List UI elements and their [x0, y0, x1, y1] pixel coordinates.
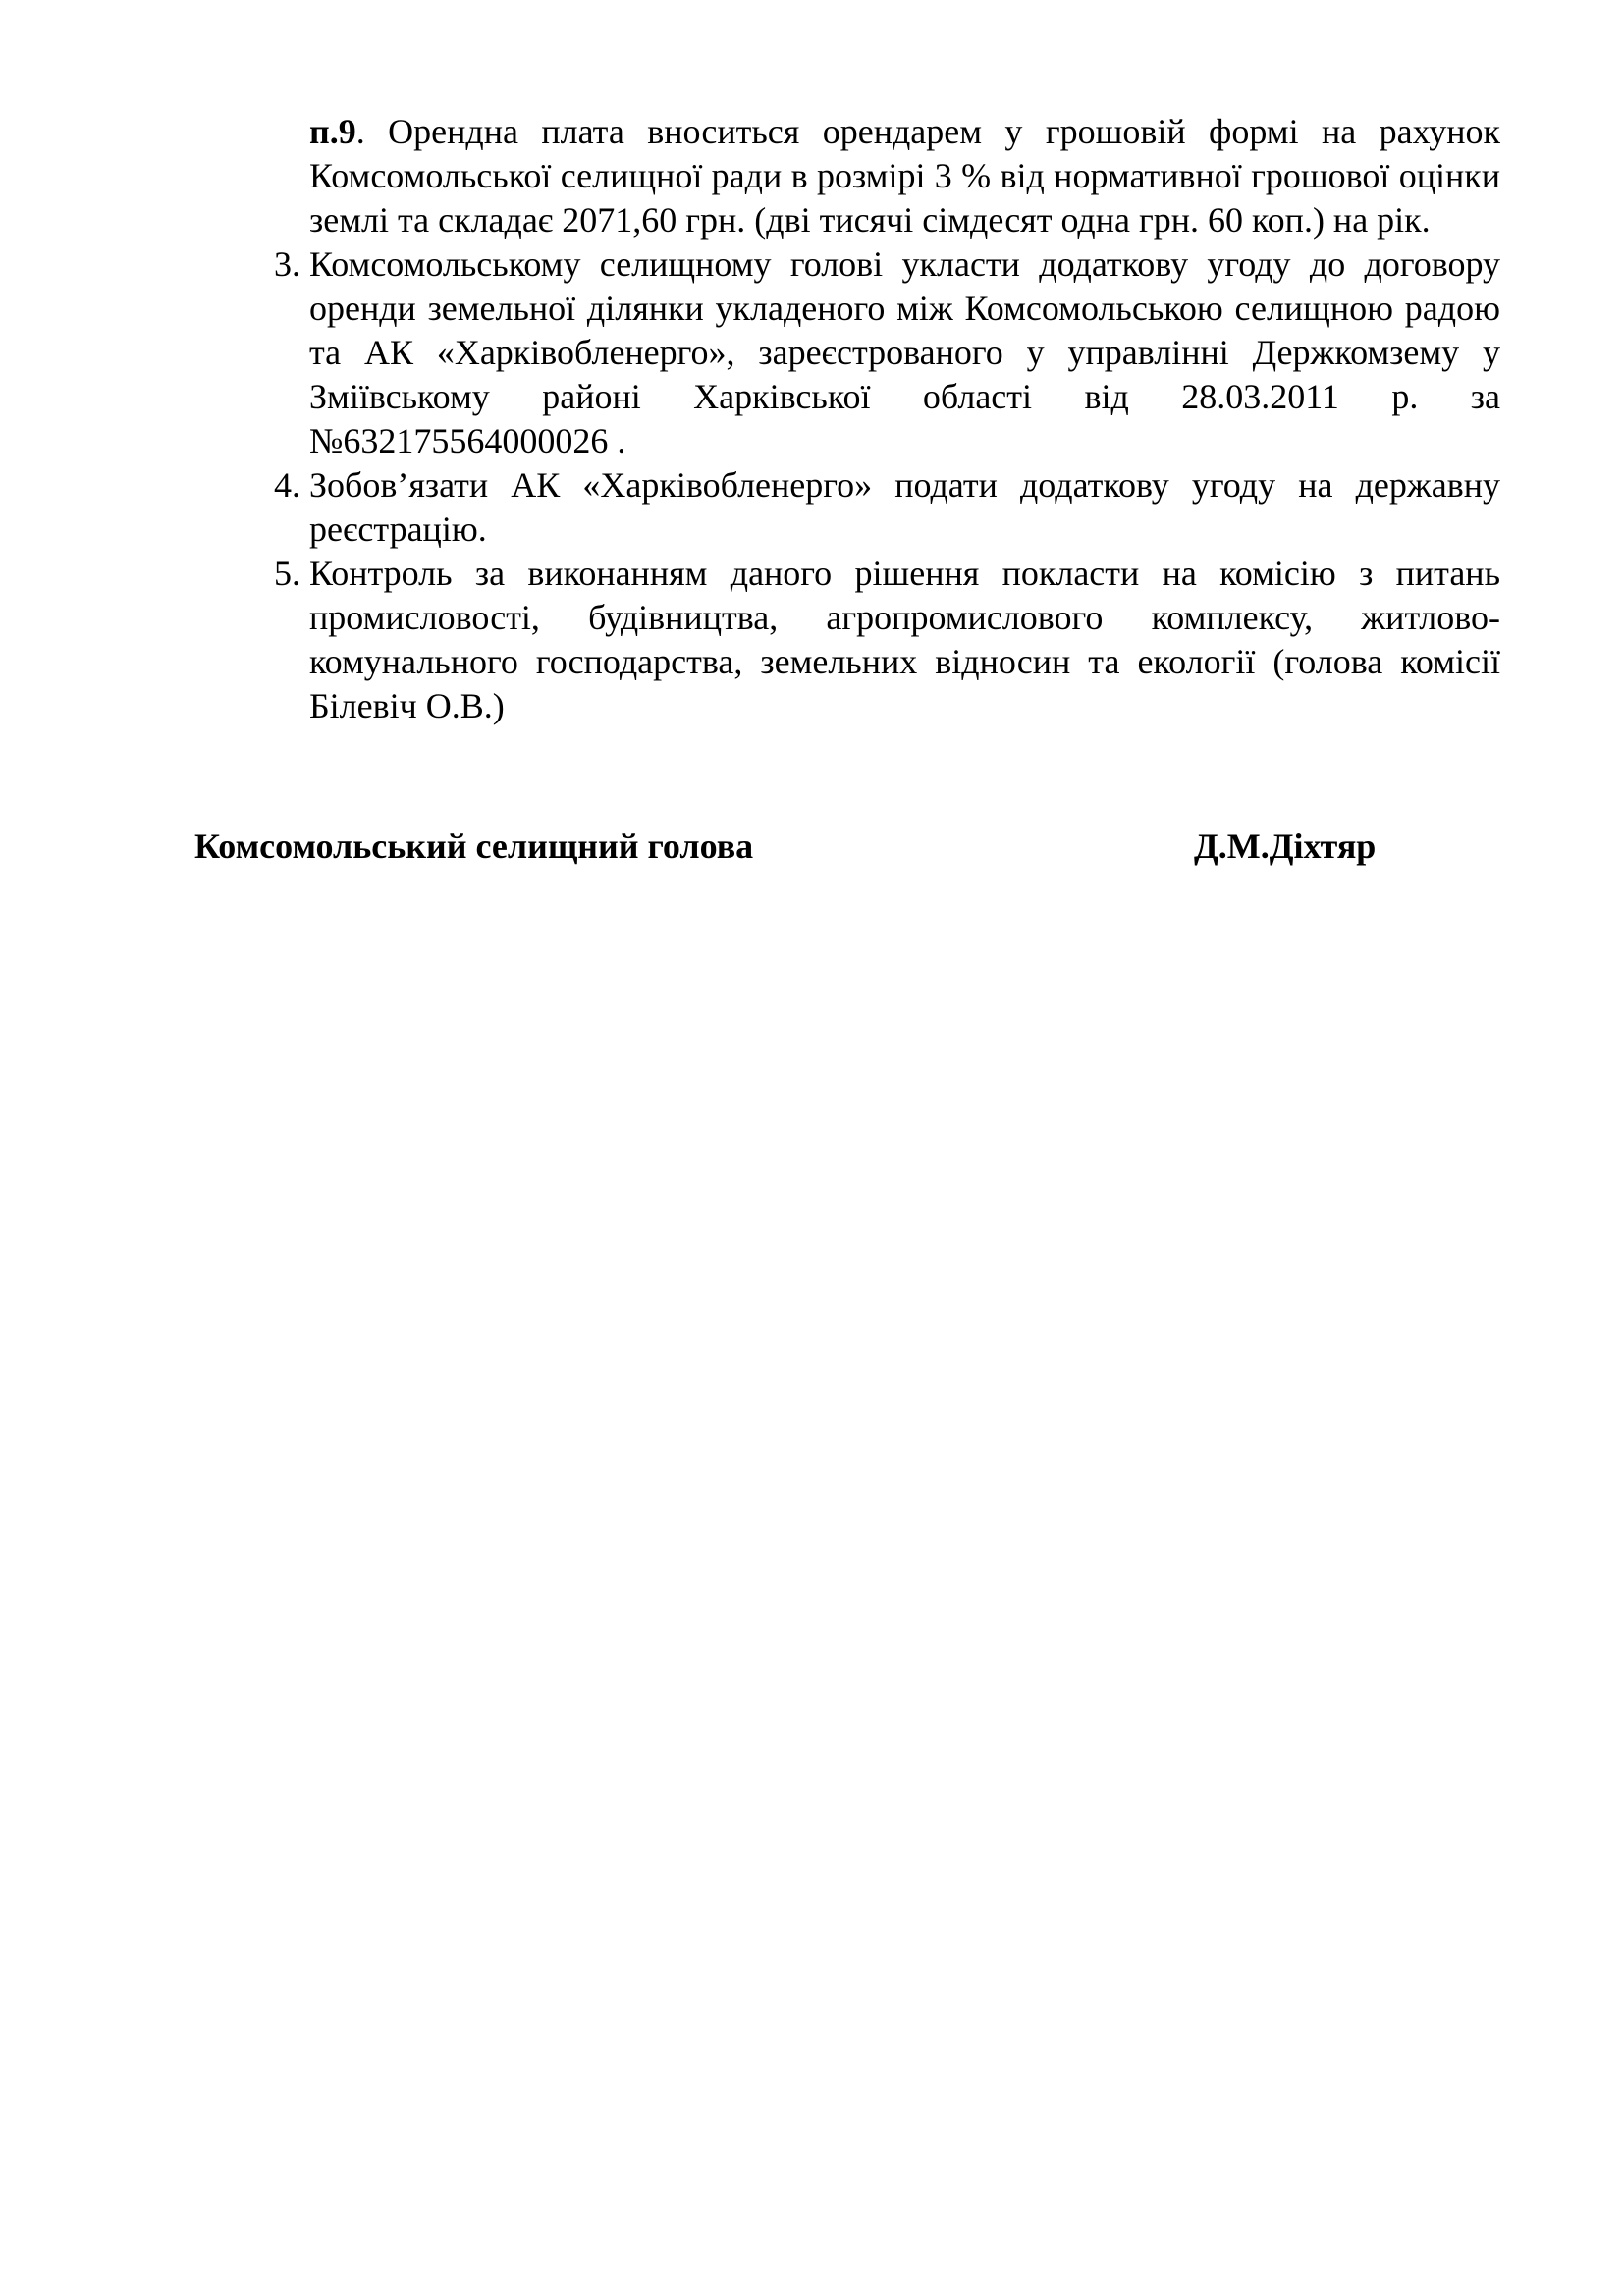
paragraph-9 — [309, 110, 1500, 242]
decision-list — [274, 242, 1500, 728]
signature-name: Д.М.Діхтяр — [1194, 827, 1377, 866]
list-item — [274, 552, 1500, 728]
list-item-number: 3. — [274, 244, 300, 284]
paragraph-9-label: п.9 — [309, 112, 356, 151]
list-item-text: Комсомольському селищному голові укласти додаткову угоду до договору оренди земельної ділянки укладеного між Комсомольською селищною радою та АК «Харківобленерго», зареєстрованого у управлінні Держкомзему у Зміївському районі Харківської області від 28.03.2011 р. за №632175564000026 . — [309, 244, 1500, 460]
list-item-number: 4. — [274, 465, 300, 505]
signature-block — [194, 825, 1392, 874]
paragraph-9-text: . Орендна плата вноситься орендарем у грошовій формі на рахунок Комсомольської селищної ради в розмірі 3 % від нормативної грошової оцінки землі та складає 2071,60 грн. (дві тисячі сімдесят одна грн. 60 коп.) на рік. — [309, 112, 1500, 240]
document-body — [274, 110, 1500, 728]
list-item-text: Контроль за виконанням даного рішення покласти на комісію з питань промисловості, будівництва, агропромислового комплексу, житлово-комунального господарства, земельних відносин та екології (голова комісії Білевіч О.В.) — [309, 554, 1500, 725]
list-item — [274, 463, 1500, 552]
list-item — [274, 242, 1500, 463]
signature-title: Комсомольський селищний голова — [194, 827, 754, 866]
list-item-text: Зобов’язати АК «Харківобленерго» подати додаткову угоду на державну реєстрацію. — [309, 465, 1500, 549]
list-item-number: 5. — [274, 554, 300, 593]
